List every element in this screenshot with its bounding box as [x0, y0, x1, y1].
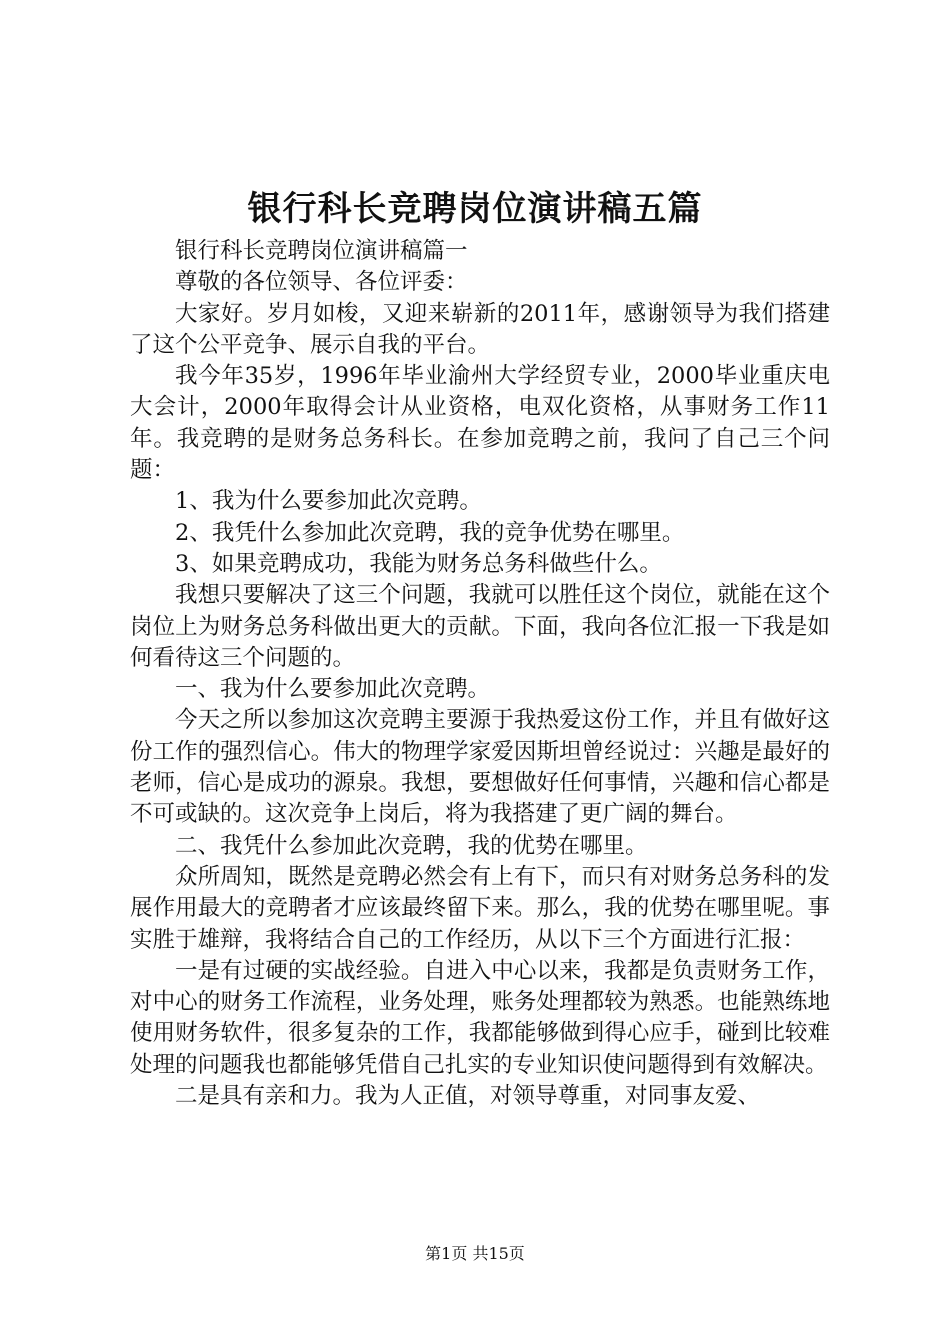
paragraph: 我今年35岁，1996年毕业渝州大学经贸专业，2000毕业重庆电大会计，2000年取得会计从业资格，电双化资格，从事财务工作11年。我竞聘的是财务总务科长。在参加竞聘之前，我问了自己三个问题：: [130, 363, 830, 484]
paragraph: 大家好。岁月如梭，又迎来崭新的2011年，感谢领导为我们搭建了这个公平竞争、展示自我的平台。: [130, 300, 830, 358]
paragraph: 1、我为什么要参加此次竞聘。: [175, 488, 482, 515]
paragraph: 二、我凭什么参加此次竞聘，我的优势在哪里。: [175, 832, 648, 859]
paragraph: 银行科长竞聘岗位演讲稿篇一: [175, 238, 468, 264]
document-body: [130, 236, 830, 1112]
paragraph: 尊敬的各位领导、各位评委：: [175, 269, 468, 296]
paragraph: 一、我为什么要参加此次竞聘。: [175, 676, 491, 703]
paragraph: 众所周知，既然是竞聘必然会有上有下，而只有对财务总务科的发展作用最大的竞聘者才应该最终留下来。那么，我的优势在哪里呢。事实胜于雄辩，我将结合自己的工作经历，从以下三个方面进行汇报：: [130, 863, 830, 953]
paragraph: 2、我凭什么参加此次竞聘，我的竞争优势在哪里。: [175, 519, 685, 546]
paragraph: 二是具有亲和力。我为人正值，对领导尊重，对同事友爱、: [175, 1083, 761, 1110]
paragraph: 3、如果竞聘成功，我能为财务总务科做些什么。: [175, 550, 662, 577]
document-title: 银行科长竞聘岗位演讲稿五篇: [247, 189, 703, 229]
page-footer: 第1页 共15页: [425, 1244, 525, 1263]
paragraph: 今天之所以参加这次竞聘主要源于我热爱这份工作，并且有做好这份工作的强烈信心。伟大的物理学家爱因斯坦曾经说过：兴趣是最好的老师，信心是成功的源泉。我想，要想做好任何事情，兴趣和信心都是不可或缺的。这次竞争上岗后，将为我搭建了更广阔的舞台。: [130, 707, 830, 828]
paragraph: 我想只要解决了这三个问题，我就可以胜任这个岗位，就能在这个岗位上为财务总务科做出更大的贡献。下面，我向各位汇报一下我是如何看待这三个问题的。: [130, 582, 830, 671]
paragraph: 一是有过硬的实战经验。自进入中心以来，我都是负责财务工作，对中心的财务工作流程，业务处理，账务处理都较为熟悉。也能熟练地使用财务软件，很多复杂的工作，我都能够做到得心应手，碰到比较难处理的问题我也都能够凭借自己扎实的专业知识使问题得到有效解决。: [130, 957, 830, 1078]
